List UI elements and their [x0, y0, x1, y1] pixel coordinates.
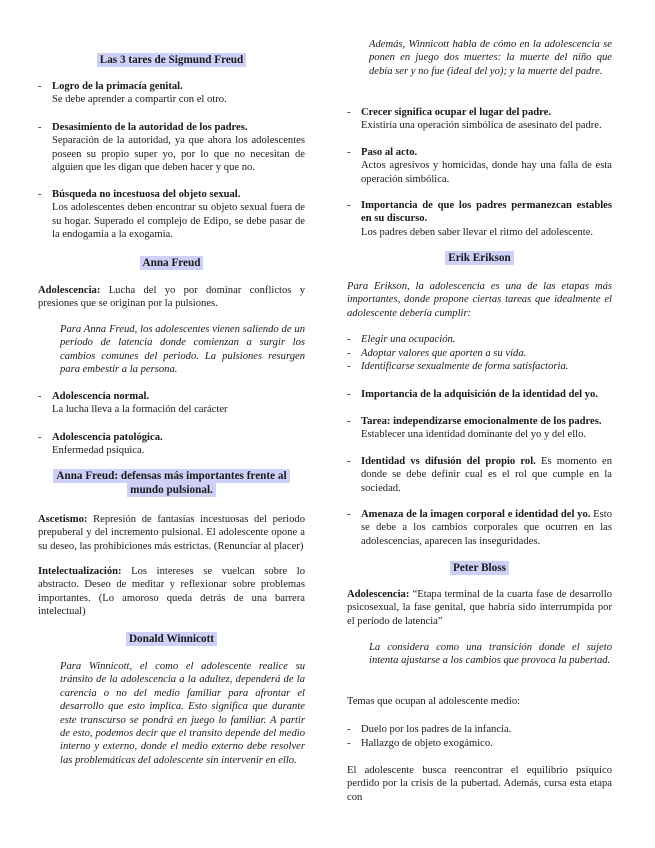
section-title-anna-freud: Anna Freud: [38, 256, 305, 270]
quote-winnicott-continued: Además, Winnicott habla de cómo en la adolescencia se ponen en juego dos muertes: la muerte del niño que debía ser y no fue (ideal del yo); y la muerte del padre.: [369, 39, 612, 77]
section-title-freud: Las 3 tares de Sigmund Freud: [38, 53, 305, 67]
list-item: - Identidad vs difusión del propio rol. Es momento en donde se debe definir cual es el rol que cumple en la sociedad.: [347, 456, 613, 494]
paragraph-ascetismo: Ascetismo: Represión de fantasías incestuosas del periodo prepuberal y del incremento pulsional. El adolescente opone a su deseo, las prohibiciones más estrictas. (Renunciar al placer): [38, 514, 305, 552]
list-item: - Duelo por los padres de la infancia.: [347, 724, 512, 735]
list-item: - Adoptar valores que aporten a su vida.: [347, 348, 527, 359]
quote-bloss: La considera como una transición donde el sujeto intenta ajustarse a los cambios que provoca la pubertad.: [369, 642, 612, 667]
section-title-bloss: Peter Bloss: [347, 561, 612, 575]
paragraph-bloss: Adolescencia: “Etapa terminal de la cuarta fase de desarrollo psicosexual, la fase genital, que habría sido interrumpida por el periodo de latencia”: [347, 589, 612, 627]
list-item: - Hallazgo de objeto exogámico.: [347, 738, 493, 749]
quote-anna-freud: Para Anna Freud, los adolescentes vienen saliendo de un periodo de latencia donde comienzan a surgir los cambios comunes del periodo. La pulsiones resurgen para embestir a la persona.: [60, 324, 305, 376]
list-item: - Tarea: independizarse emocionalmente de los padres. Establecer una identidad dominante del yo y del ello.: [347, 416, 602, 441]
paragraph-adolescencia: Adolescencia: Lucha del yo por dominar conflictos y presiones que se originan por la pulsiones.: [38, 285, 305, 310]
list-item: - Importancia de que los padres permanezcan estables en su discurso. Los padres deben saber llevar el ritmo del adolescente.: [347, 200, 612, 238]
list-item: - Adolescencia patológica. Enfermedad psíquica.: [38, 432, 163, 457]
list-item: - Elegir una ocupación.: [347, 334, 456, 345]
paragraph-bloss-final: El adolescente busca reencontrar el equilibrio psíquico perdido por la crisis de la pubertad. Además, cursa esta etapa con: [347, 765, 612, 803]
list-item: - Desasimiento de la autoridad de los padres. Separación de la autoridad, ya que ahora los adolescentes poseen su propio super yo, por lo que no necesitan de alguien que les digan que deben hacer y que no.: [38, 122, 305, 174]
section-title-winnicott: Donald Winnicott: [38, 632, 305, 646]
list-item: - Importancia de la adquisición de la identidad del yo.: [347, 389, 598, 400]
quote-winnicott: Para Winnicott, el como el adolescente realice su tránsito de la adolescencia a la adultez, dependerá de la carencia o no del medio familiar para afrontar el desarrollo que esto implica. Esto significa que durante este transcurso se pondrá en juego lo familiar. A partir de esto, podemos decir que el transito depende del medio interno y externo, donde el medio externo debe resolver las problemáticas del adolescente sin intervenir en ello.: [60, 661, 305, 766]
list-item: - Identificarse sexualmente de forma satisfactoria.: [347, 361, 569, 372]
paragraph-intelectualizacion: Intelectualización: Los intereses se vuelcan sobre lo abstracto. Deseo de meditar y reflexionar sobre problemas importantes. (Lo amoroso queda detrás de una barrera intelectual): [38, 566, 305, 618]
section-title-defensas: Anna Freud: defensas más importantes frente al mundo pulsional.: [38, 469, 305, 497]
list-item: - Paso al acto. Actos agresivos y homicidas, donde hay una falla de esta operación simbólica.: [347, 147, 612, 185]
paragraph-erikson-intro: Para Erikson, la adolescencia es una de las etapas más importantes, donde propone ciertas tareas que idealmente el adolescente debería cumplir:: [347, 281, 612, 319]
list-item: - Amenaza de la imagen corporal e identidad del yo. Esto se debe a los cambios corporales que ocurren en las adolescencias, aparecen las inseguridades.: [347, 509, 612, 547]
list-item: - Logro de la primacía genital. Se debe aprender a compartir con el otro.: [38, 81, 227, 106]
section-title-erikson: Erik Erikson: [347, 251, 612, 265]
paragraph-temas: Temas que ocupan al adolescente medio:: [347, 696, 521, 707]
list-item: - Búsqueda no incestuosa del objeto sexual. Los adolescentes deben encontrar su objeto sexual fuera de su hogar. Superado el complejo de Edipo, se debe pasar de la endogamia a la exogamia.: [38, 189, 305, 241]
list-item: - Crecer significa ocupar el lugar del padre. Existiría una operación simbólica de asesinato del padre.: [347, 107, 602, 132]
list-item: - Adolescencia normal. La lucha lleva a la formación del carácter: [38, 391, 228, 416]
